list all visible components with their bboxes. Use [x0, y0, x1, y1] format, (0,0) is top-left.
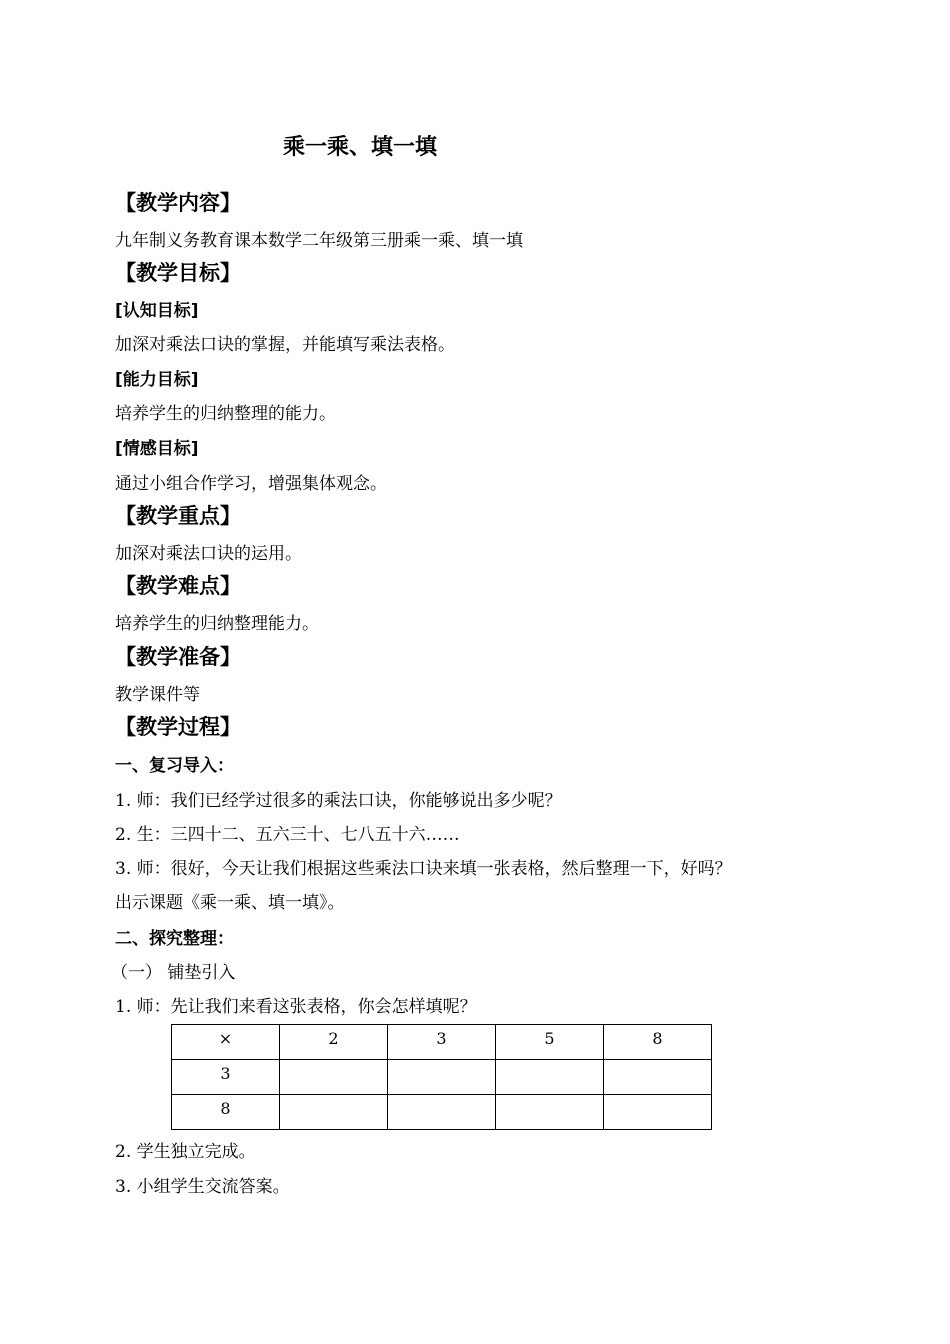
difficulty-heading: 【教学难点】 — [115, 574, 241, 598]
ability-heading: [能力目标] — [115, 370, 199, 390]
emotion-text: 通过小组合作学习，增强集体观念。 — [115, 474, 387, 494]
key-heading: 【教学重点】 — [115, 504, 241, 528]
table-cell — [604, 1095, 712, 1130]
content-heading: 【教学内容】 — [115, 191, 241, 215]
table-cell — [280, 1060, 388, 1095]
table-row — [172, 1060, 712, 1095]
table-cell — [388, 1095, 496, 1130]
table-row — [172, 1095, 712, 1130]
content-text: 九年制义务教育课本数学二年级第三册乘一乘、填一填 — [115, 231, 523, 251]
emotion-heading: [情感目标] — [115, 439, 199, 459]
difficulty-text: 培养学生的归纳整理能力。 — [115, 614, 319, 634]
sub1-heading: （一） 铺垫引入 — [111, 963, 236, 983]
table-header-row — [172, 1025, 712, 1060]
table-cell — [496, 1095, 604, 1130]
cognitive-text: 加深对乘法口诀的掌握，并能填写乘法表格。 — [115, 335, 455, 355]
key-text: 加深对乘法口诀的运用。 — [115, 544, 302, 564]
prep-heading: 【教学准备】 — [115, 645, 241, 669]
step-1: 1. 师：先让我们来看这张表格，你会怎样填呢？ — [115, 997, 477, 1017]
ability-text: 培养学生的归纳整理的能力。 — [115, 404, 336, 424]
table-cell: 8 — [604, 1025, 712, 1060]
cognitive-heading: [认知目标] — [115, 301, 199, 321]
multiplication-table — [171, 1024, 712, 1130]
step-2: 2. 学生独立完成。 — [115, 1142, 256, 1162]
table-cell: 3 — [388, 1025, 496, 1060]
table-cell: 5 — [496, 1025, 604, 1060]
step-3: 3. 小组学生交流答案。 — [115, 1177, 290, 1197]
table-cell: 3 — [172, 1060, 280, 1095]
table-cell: × — [172, 1025, 280, 1060]
table-cell: 2 — [280, 1025, 388, 1060]
prep-text: 教学课件等 — [115, 685, 200, 705]
page-title: 乘一乘、填一填 — [282, 135, 437, 160]
table-cell — [280, 1095, 388, 1130]
part1-line: 3. 师：很好，今天让我们根据这些乘法口诀来填一张表格，然后整理一下，好吗？ — [115, 859, 732, 879]
table-cell — [496, 1060, 604, 1095]
part1-line: 2. 生：三四十二、五六三十、七八五十六…… — [115, 825, 460, 845]
table-cell — [388, 1060, 496, 1095]
table-cell — [604, 1060, 712, 1095]
part1-line: 出示课题《乘一乘、填一填》。 — [115, 893, 345, 913]
table-cell: 8 — [172, 1095, 280, 1130]
part2-heading: 二、探究整理： — [115, 929, 234, 949]
part1-line: 1. 师：我们已经学过很多的乘法口诀，你能够说出多少呢？ — [115, 791, 562, 811]
part1-heading: 一、复习导入： — [115, 756, 234, 776]
process-heading: 【教学过程】 — [115, 715, 241, 739]
goals-heading: 【教学目标】 — [115, 261, 241, 285]
